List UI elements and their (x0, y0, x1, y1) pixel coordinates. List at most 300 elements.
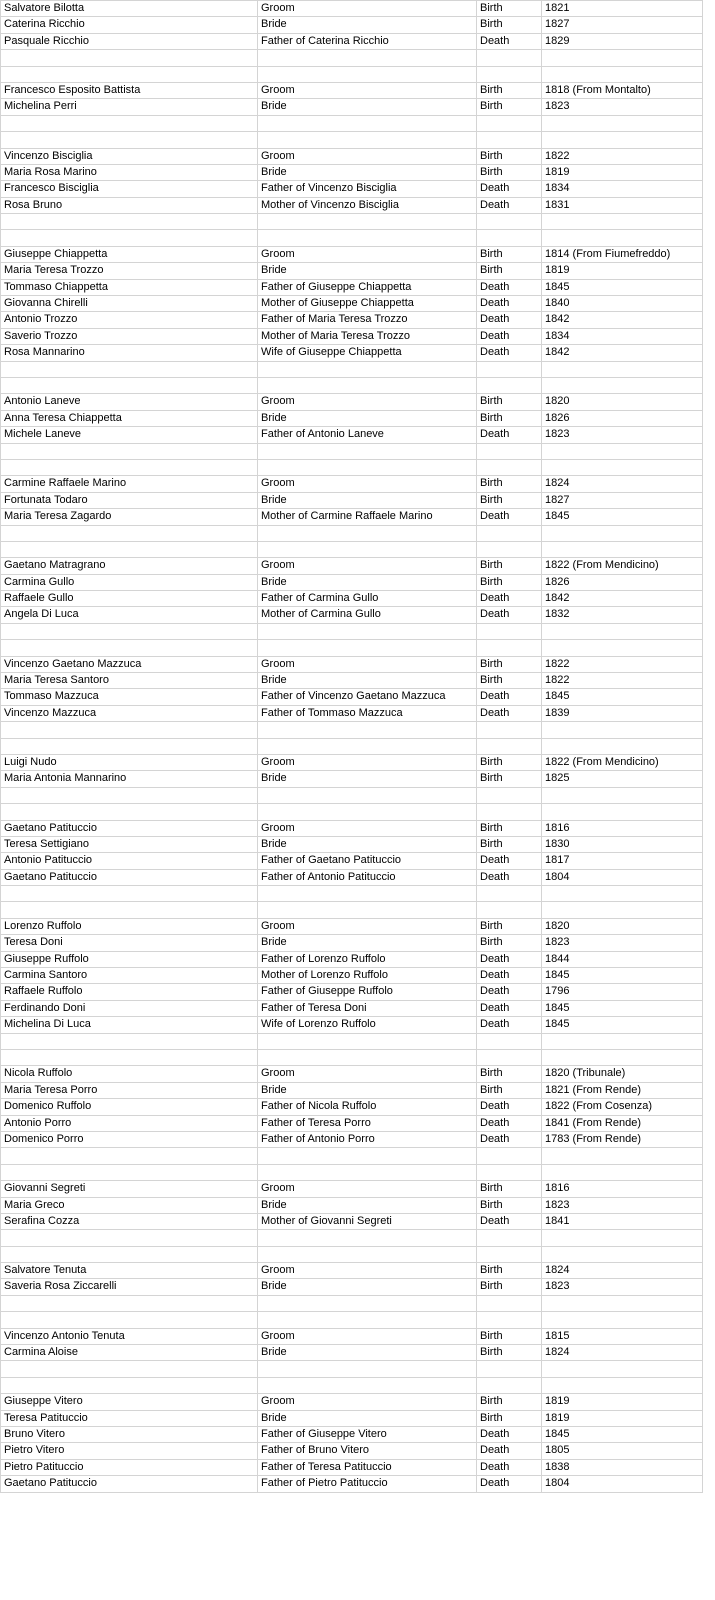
name-cell[interactable]: Domenico Ruffolo (1, 1099, 258, 1114)
name-cell[interactable] (1, 1165, 258, 1180)
role-cell[interactable]: Mother of Lorenzo Ruffolo (258, 968, 477, 983)
record-type-cell[interactable]: Birth (477, 165, 542, 180)
name-cell[interactable] (1, 444, 258, 459)
name-cell[interactable] (1, 804, 258, 819)
name-cell[interactable]: Angela Di Luca (1, 607, 258, 622)
role-cell[interactable]: Father of Teresa Porro (258, 1116, 477, 1131)
record-type-cell[interactable]: Death (477, 591, 542, 606)
role-cell[interactable]: Groom (258, 1181, 477, 1196)
role-cell[interactable] (258, 362, 477, 377)
name-cell[interactable]: Carmina Santoro (1, 968, 258, 983)
record-type-cell[interactable] (477, 739, 542, 754)
role-cell[interactable]: Groom (258, 821, 477, 836)
name-cell[interactable]: Teresa Patituccio (1, 1411, 258, 1426)
role-cell[interactable] (258, 460, 477, 475)
year-cell[interactable]: 1819 (542, 263, 703, 278)
name-cell[interactable]: Rosa Mannarino (1, 345, 258, 360)
role-cell[interactable] (258, 1148, 477, 1163)
year-cell[interactable] (542, 50, 703, 65)
year-cell[interactable]: 1783 (From Rende) (542, 1132, 703, 1147)
record-type-cell[interactable]: Birth (477, 1181, 542, 1196)
year-cell[interactable] (542, 788, 703, 803)
record-type-cell[interactable] (477, 1148, 542, 1163)
role-cell[interactable] (258, 788, 477, 803)
year-cell[interactable] (542, 804, 703, 819)
name-cell[interactable] (1, 214, 258, 229)
year-cell[interactable] (542, 722, 703, 737)
record-type-cell[interactable]: Death (477, 952, 542, 967)
record-type-cell[interactable]: Death (477, 853, 542, 868)
year-cell[interactable]: 1841 (From Rende) (542, 1116, 703, 1131)
record-type-cell[interactable]: Birth (477, 493, 542, 508)
year-cell[interactable] (542, 460, 703, 475)
role-cell[interactable]: Father of Bruno Vitero (258, 1443, 477, 1458)
name-cell[interactable]: Raffaele Gullo (1, 591, 258, 606)
name-cell[interactable]: Maria Teresa Porro (1, 1083, 258, 1098)
name-cell[interactable] (1, 542, 258, 557)
name-cell[interactable] (1, 739, 258, 754)
role-cell[interactable] (258, 1378, 477, 1393)
year-cell[interactable] (542, 624, 703, 639)
role-cell[interactable]: Wife of Lorenzo Ruffolo (258, 1017, 477, 1032)
name-cell[interactable] (1, 1312, 258, 1327)
year-cell[interactable]: 1827 (542, 17, 703, 32)
year-cell[interactable] (542, 67, 703, 82)
role-cell[interactable]: Father of Antonio Laneve (258, 427, 477, 442)
role-cell[interactable]: Father of Caterina Ricchio (258, 34, 477, 49)
record-type-cell[interactable] (477, 1050, 542, 1065)
record-type-cell[interactable] (477, 788, 542, 803)
year-cell[interactable] (542, 1230, 703, 1245)
record-type-cell[interactable]: Birth (477, 17, 542, 32)
record-type-cell[interactable]: Death (477, 345, 542, 360)
name-cell[interactable] (1, 624, 258, 639)
role-cell[interactable] (258, 1230, 477, 1245)
year-cell[interactable]: 1821 (From Rende) (542, 1083, 703, 1098)
role-cell[interactable]: Groom (258, 83, 477, 98)
year-cell[interactable] (542, 902, 703, 917)
role-cell[interactable] (258, 132, 477, 147)
record-type-cell[interactable] (477, 1034, 542, 1049)
name-cell[interactable] (1, 1050, 258, 1065)
record-type-cell[interactable]: Death (477, 1476, 542, 1491)
year-cell[interactable]: 1819 (542, 1394, 703, 1409)
year-cell[interactable]: 1842 (542, 312, 703, 327)
record-type-cell[interactable]: Birth (477, 771, 542, 786)
role-cell[interactable]: Groom (258, 919, 477, 934)
name-cell[interactable] (1, 1230, 258, 1245)
name-cell[interactable]: Giuseppe Vitero (1, 1394, 258, 1409)
record-type-cell[interactable]: Birth (477, 821, 542, 836)
role-cell[interactable]: Bride (258, 935, 477, 950)
role-cell[interactable]: Groom (258, 1263, 477, 1278)
role-cell[interactable]: Mother of Vincenzo Bisciglia (258, 198, 477, 213)
name-cell[interactable] (1, 1296, 258, 1311)
record-type-cell[interactable]: Birth (477, 673, 542, 688)
record-type-cell[interactable] (477, 378, 542, 393)
year-cell[interactable] (542, 1247, 703, 1262)
name-cell[interactable] (1, 362, 258, 377)
record-type-cell[interactable] (477, 67, 542, 82)
year-cell[interactable]: 1824 (542, 1345, 703, 1360)
role-cell[interactable]: Father of Pietro Patituccio (258, 1476, 477, 1491)
role-cell[interactable]: Mother of Carmina Gullo (258, 607, 477, 622)
record-type-cell[interactable]: Birth (477, 558, 542, 573)
year-cell[interactable]: 1844 (542, 952, 703, 967)
role-cell[interactable]: Mother of Giuseppe Chiappetta (258, 296, 477, 311)
role-cell[interactable]: Father of Antonio Porro (258, 1132, 477, 1147)
role-cell[interactable]: Groom (258, 755, 477, 770)
name-cell[interactable]: Caterina Ricchio (1, 17, 258, 32)
record-type-cell[interactable]: Birth (477, 1329, 542, 1344)
name-cell[interactable]: Serafina Cozza (1, 1214, 258, 1229)
role-cell[interactable] (258, 1247, 477, 1262)
role-cell[interactable]: Father of Giuseppe Ruffolo (258, 984, 477, 999)
record-type-cell[interactable]: Death (477, 1001, 542, 1016)
name-cell[interactable] (1, 526, 258, 541)
record-type-cell[interactable] (477, 542, 542, 557)
name-cell[interactable]: Carmine Raffaele Marino (1, 476, 258, 491)
year-cell[interactable]: 1819 (542, 1411, 703, 1426)
year-cell[interactable]: 1823 (542, 1279, 703, 1294)
role-cell[interactable] (258, 804, 477, 819)
name-cell[interactable]: Gaetano Patituccio (1, 1476, 258, 1491)
year-cell[interactable]: 1822 (From Mendicino) (542, 558, 703, 573)
role-cell[interactable]: Bride (258, 99, 477, 114)
year-cell[interactable]: 1824 (542, 476, 703, 491)
year-cell[interactable] (542, 1034, 703, 1049)
record-type-cell[interactable]: Birth (477, 411, 542, 426)
name-cell[interactable]: Carmina Aloise (1, 1345, 258, 1360)
year-cell[interactable]: 1842 (542, 591, 703, 606)
year-cell[interactable] (542, 640, 703, 655)
name-cell[interactable]: Maria Antonia Mannarino (1, 771, 258, 786)
year-cell[interactable]: 1804 (542, 1476, 703, 1491)
year-cell[interactable]: 1822 (542, 673, 703, 688)
year-cell[interactable] (542, 1312, 703, 1327)
year-cell[interactable]: 1834 (542, 181, 703, 196)
name-cell[interactable]: Pietro Patituccio (1, 1460, 258, 1475)
record-type-cell[interactable] (477, 50, 542, 65)
record-type-cell[interactable] (477, 1296, 542, 1311)
year-cell[interactable]: 1817 (542, 853, 703, 868)
name-cell[interactable] (1, 722, 258, 737)
record-type-cell[interactable]: Death (477, 1116, 542, 1131)
name-cell[interactable]: Pasquale Ricchio (1, 34, 258, 49)
record-type-cell[interactable] (477, 902, 542, 917)
name-cell[interactable] (1, 67, 258, 82)
name-cell[interactable] (1, 1378, 258, 1393)
name-cell[interactable]: Tommaso Mazzuca (1, 689, 258, 704)
record-type-cell[interactable]: Birth (477, 1394, 542, 1409)
name-cell[interactable]: Giuseppe Chiappetta (1, 247, 258, 262)
role-cell[interactable]: Bride (258, 837, 477, 852)
record-type-cell[interactable]: Death (477, 689, 542, 704)
year-cell[interactable] (542, 1050, 703, 1065)
year-cell[interactable] (542, 230, 703, 245)
year-cell[interactable]: 1825 (542, 771, 703, 786)
record-type-cell[interactable]: Birth (477, 755, 542, 770)
year-cell[interactable] (542, 378, 703, 393)
role-cell[interactable]: Groom (258, 394, 477, 409)
year-cell[interactable]: 1830 (542, 837, 703, 852)
record-type-cell[interactable]: Birth (477, 575, 542, 590)
year-cell[interactable]: 1829 (542, 34, 703, 49)
year-cell[interactable] (542, 886, 703, 901)
record-type-cell[interactable]: Death (477, 984, 542, 999)
role-cell[interactable] (258, 50, 477, 65)
record-type-cell[interactable]: Death (477, 1443, 542, 1458)
year-cell[interactable] (542, 1296, 703, 1311)
name-cell[interactable]: Salvatore Tenuta (1, 1263, 258, 1278)
role-cell[interactable]: Groom (258, 1329, 477, 1344)
record-type-cell[interactable] (477, 460, 542, 475)
record-type-cell[interactable]: Birth (477, 394, 542, 409)
name-cell[interactable]: Tommaso Chiappetta (1, 280, 258, 295)
record-type-cell[interactable]: Birth (477, 83, 542, 98)
role-cell[interactable]: Groom (258, 1, 477, 16)
year-cell[interactable] (542, 542, 703, 557)
name-cell[interactable]: Francesco Esposito Battista (1, 83, 258, 98)
record-type-cell[interactable]: Birth (477, 837, 542, 852)
name-cell[interactable] (1, 902, 258, 917)
name-cell[interactable]: Maria Rosa Marino (1, 165, 258, 180)
record-type-cell[interactable] (477, 1361, 542, 1376)
role-cell[interactable]: Father of Teresa Patituccio (258, 1460, 477, 1475)
role-cell[interactable] (258, 542, 477, 557)
role-cell[interactable] (258, 526, 477, 541)
role-cell[interactable]: Bride (258, 1198, 477, 1213)
record-type-cell[interactable]: Death (477, 1460, 542, 1475)
record-type-cell[interactable]: Death (477, 280, 542, 295)
year-cell[interactable]: 1814 (From Fiumefreddo) (542, 247, 703, 262)
record-type-cell[interactable]: Birth (477, 1345, 542, 1360)
role-cell[interactable]: Groom (258, 657, 477, 672)
role-cell[interactable]: Bride (258, 165, 477, 180)
name-cell[interactable] (1, 50, 258, 65)
year-cell[interactable]: 1820 (Tribunale) (542, 1066, 703, 1081)
role-cell[interactable]: Groom (258, 558, 477, 573)
record-type-cell[interactable]: Death (477, 607, 542, 622)
year-cell[interactable]: 1840 (542, 296, 703, 311)
name-cell[interactable]: Nicola Ruffolo (1, 1066, 258, 1081)
year-cell[interactable] (542, 1148, 703, 1163)
name-cell[interactable]: Bruno Vitero (1, 1427, 258, 1442)
name-cell[interactable]: Teresa Doni (1, 935, 258, 950)
record-type-cell[interactable]: Birth (477, 1279, 542, 1294)
role-cell[interactable] (258, 214, 477, 229)
role-cell[interactable]: Mother of Carmine Raffaele Marino (258, 509, 477, 524)
record-type-cell[interactable] (477, 722, 542, 737)
record-type-cell[interactable]: Birth (477, 149, 542, 164)
role-cell[interactable]: Bride (258, 1279, 477, 1294)
role-cell[interactable]: Father of Teresa Doni (258, 1001, 477, 1016)
role-cell[interactable]: Bride (258, 493, 477, 508)
year-cell[interactable]: 1845 (542, 1017, 703, 1032)
role-cell[interactable]: Bride (258, 17, 477, 32)
year-cell[interactable]: 1845 (542, 1001, 703, 1016)
record-type-cell[interactable]: Death (477, 181, 542, 196)
role-cell[interactable] (258, 67, 477, 82)
name-cell[interactable] (1, 1247, 258, 1262)
name-cell[interactable]: Gaetano Patituccio (1, 870, 258, 885)
year-cell[interactable] (542, 116, 703, 131)
record-type-cell[interactable] (477, 362, 542, 377)
record-type-cell[interactable]: Birth (477, 263, 542, 278)
name-cell[interactable]: Maria Teresa Trozzo (1, 263, 258, 278)
role-cell[interactable] (258, 886, 477, 901)
role-cell[interactable] (258, 1050, 477, 1065)
record-type-cell[interactable]: Birth (477, 1083, 542, 1098)
record-type-cell[interactable] (477, 116, 542, 131)
role-cell[interactable]: Groom (258, 1394, 477, 1409)
year-cell[interactable] (542, 1361, 703, 1376)
record-type-cell[interactable]: Death (477, 198, 542, 213)
role-cell[interactable] (258, 444, 477, 459)
name-cell[interactable]: Vincenzo Antonio Tenuta (1, 1329, 258, 1344)
name-cell[interactable]: Giuseppe Ruffolo (1, 952, 258, 967)
name-cell[interactable]: Maria Greco (1, 1198, 258, 1213)
year-cell[interactable]: 1816 (542, 821, 703, 836)
record-type-cell[interactable] (477, 804, 542, 819)
name-cell[interactable]: Antonio Porro (1, 1116, 258, 1131)
record-type-cell[interactable] (477, 1247, 542, 1262)
role-cell[interactable]: Bride (258, 1345, 477, 1360)
role-cell[interactable]: Mother of Giovanni Segreti (258, 1214, 477, 1229)
record-type-cell[interactable]: Death (477, 329, 542, 344)
year-cell[interactable]: 1816 (542, 1181, 703, 1196)
name-cell[interactable]: Rosa Bruno (1, 198, 258, 213)
name-cell[interactable]: Giovanni Segreti (1, 1181, 258, 1196)
name-cell[interactable]: Pietro Vitero (1, 1443, 258, 1458)
year-cell[interactable] (542, 214, 703, 229)
role-cell[interactable] (258, 1165, 477, 1180)
role-cell[interactable] (258, 1361, 477, 1376)
role-cell[interactable] (258, 722, 477, 737)
record-type-cell[interactable]: Birth (477, 1263, 542, 1278)
name-cell[interactable]: Domenico Porro (1, 1132, 258, 1147)
role-cell[interactable]: Groom (258, 1066, 477, 1081)
role-cell[interactable] (258, 378, 477, 393)
role-cell[interactable]: Bride (258, 411, 477, 426)
year-cell[interactable] (542, 1165, 703, 1180)
role-cell[interactable]: Father of Maria Teresa Trozzo (258, 312, 477, 327)
year-cell[interactable]: 1819 (542, 165, 703, 180)
record-type-cell[interactable]: Birth (477, 657, 542, 672)
role-cell[interactable] (258, 902, 477, 917)
role-cell[interactable] (258, 640, 477, 655)
name-cell[interactable] (1, 1034, 258, 1049)
year-cell[interactable] (542, 132, 703, 147)
record-type-cell[interactable]: Birth (477, 919, 542, 934)
role-cell[interactable]: Father of Lorenzo Ruffolo (258, 952, 477, 967)
name-cell[interactable]: Teresa Settigiano (1, 837, 258, 852)
record-type-cell[interactable] (477, 132, 542, 147)
name-cell[interactable]: Fortunata Todaro (1, 493, 258, 508)
year-cell[interactable]: 1820 (542, 919, 703, 934)
year-cell[interactable]: 1820 (542, 394, 703, 409)
name-cell[interactable]: Vincenzo Mazzuca (1, 706, 258, 721)
year-cell[interactable]: 1823 (542, 99, 703, 114)
record-type-cell[interactable]: Birth (477, 1411, 542, 1426)
name-cell[interactable]: Giovanna Chirelli (1, 296, 258, 311)
record-type-cell[interactable]: Death (477, 968, 542, 983)
year-cell[interactable]: 1838 (542, 1460, 703, 1475)
year-cell[interactable] (542, 526, 703, 541)
record-type-cell[interactable]: Death (477, 312, 542, 327)
record-type-cell[interactable] (477, 230, 542, 245)
record-type-cell[interactable]: Death (477, 1099, 542, 1114)
year-cell[interactable]: 1822 (From Mendicino) (542, 755, 703, 770)
name-cell[interactable]: Carmina Gullo (1, 575, 258, 590)
year-cell[interactable]: 1834 (542, 329, 703, 344)
role-cell[interactable]: Father of Giuseppe Vitero (258, 1427, 477, 1442)
name-cell[interactable]: Maria Teresa Zagardo (1, 509, 258, 524)
role-cell[interactable] (258, 1296, 477, 1311)
record-type-cell[interactable]: Death (477, 1017, 542, 1032)
year-cell[interactable] (542, 1378, 703, 1393)
year-cell[interactable]: 1822 (542, 149, 703, 164)
role-cell[interactable]: Groom (258, 149, 477, 164)
year-cell[interactable]: 1845 (542, 280, 703, 295)
name-cell[interactable]: Saveria Rosa Ziccarelli (1, 1279, 258, 1294)
name-cell[interactable] (1, 132, 258, 147)
year-cell[interactable]: 1831 (542, 198, 703, 213)
role-cell[interactable]: Father of Tommaso Mazzuca (258, 706, 477, 721)
record-type-cell[interactable]: Death (477, 706, 542, 721)
name-cell[interactable] (1, 788, 258, 803)
name-cell[interactable] (1, 640, 258, 655)
year-cell[interactable]: 1845 (542, 509, 703, 524)
year-cell[interactable]: 1845 (542, 689, 703, 704)
role-cell[interactable]: Bride (258, 771, 477, 786)
record-type-cell[interactable]: Birth (477, 247, 542, 262)
year-cell[interactable] (542, 444, 703, 459)
year-cell[interactable]: 1841 (542, 1214, 703, 1229)
name-cell[interactable]: Vincenzo Gaetano Mazzuca (1, 657, 258, 672)
record-type-cell[interactable] (477, 640, 542, 655)
name-cell[interactable]: Antonio Laneve (1, 394, 258, 409)
name-cell[interactable]: Michele Laneve (1, 427, 258, 442)
role-cell[interactable] (258, 230, 477, 245)
name-cell[interactable] (1, 378, 258, 393)
name-cell[interactable]: Gaetano Patituccio (1, 821, 258, 836)
year-cell[interactable]: 1805 (542, 1443, 703, 1458)
record-type-cell[interactable]: Birth (477, 1066, 542, 1081)
name-cell[interactable]: Antonio Patituccio (1, 853, 258, 868)
role-cell[interactable]: Father of Vincenzo Bisciglia (258, 181, 477, 196)
year-cell[interactable]: 1822 (542, 657, 703, 672)
role-cell[interactable]: Groom (258, 247, 477, 262)
record-type-cell[interactable]: Death (477, 427, 542, 442)
record-type-cell[interactable] (477, 444, 542, 459)
role-cell[interactable]: Father of Antonio Patituccio (258, 870, 477, 885)
role-cell[interactable]: Father of Vincenzo Gaetano Mazzuca (258, 689, 477, 704)
year-cell[interactable]: 1796 (542, 984, 703, 999)
record-type-cell[interactable] (477, 624, 542, 639)
year-cell[interactable]: 1821 (542, 1, 703, 16)
year-cell[interactable]: 1827 (542, 493, 703, 508)
name-cell[interactable]: Anna Teresa Chiappetta (1, 411, 258, 426)
record-type-cell[interactable] (477, 886, 542, 901)
role-cell[interactable]: Bride (258, 263, 477, 278)
record-type-cell[interactable] (477, 1378, 542, 1393)
year-cell[interactable] (542, 362, 703, 377)
year-cell[interactable]: 1815 (542, 1329, 703, 1344)
year-cell[interactable]: 1839 (542, 706, 703, 721)
record-type-cell[interactable]: Birth (477, 99, 542, 114)
name-cell[interactable] (1, 460, 258, 475)
